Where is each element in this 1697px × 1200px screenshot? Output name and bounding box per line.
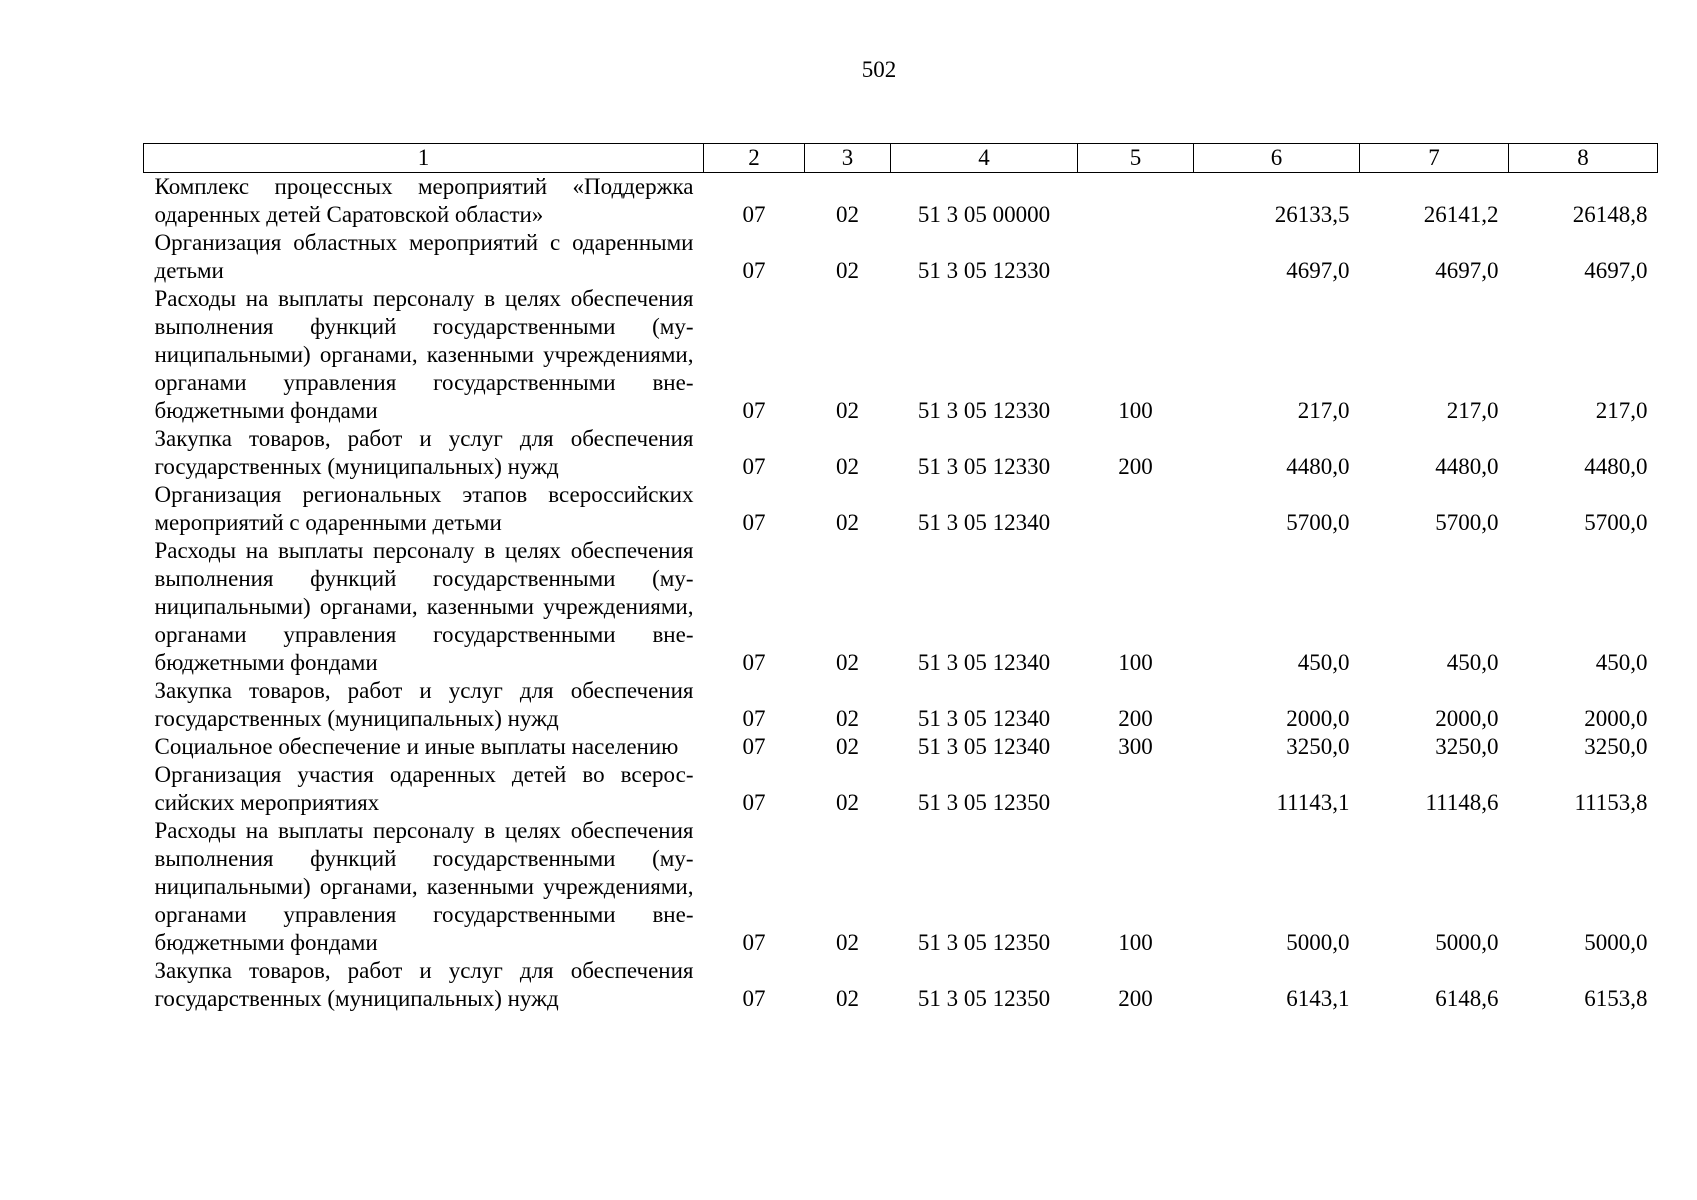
- expense-type-cell: 300: [1118, 734, 1153, 759]
- table-row: [144, 677, 1658, 733]
- section-code-cell: 07: [742, 706, 766, 731]
- amount-col8-cell: 5700,0: [1584, 510, 1648, 535]
- target-article-cell: 51 3 05 12330: [917, 398, 1051, 423]
- amount-col7-cell: 217,0: [1446, 398, 1499, 423]
- row-name-cell: Расходы на выплаты персоналу в целях обеспечения выполнения функций государственными (муниципальными) органами, казенными учреждениями, органами управления государственными внебюджетными фондами: [154, 818, 694, 955]
- column-header-6: 6: [1194, 144, 1360, 173]
- subsection-code-cell: 02: [836, 258, 859, 283]
- table-row: [144, 173, 1658, 230]
- row-name-cell: Расходы на выплаты персоналу в целях обеспечения выполнения функций государственными (муниципальными) органами, казенными учреждениями, органами управления государственными внебюджетными фондами: [154, 538, 694, 675]
- subsection-code-cell: 02: [836, 986, 859, 1011]
- table-row: [144, 957, 1658, 1013]
- section-code-cell: 07: [742, 790, 766, 815]
- amount-col8-cell: 450,0: [1595, 650, 1648, 675]
- section-code-cell: 07: [742, 930, 766, 955]
- target-article-cell: 51 3 05 12340: [917, 706, 1051, 731]
- row-name-cell: Организация региональных этапов всероссийских мероприятий с одаренными детьми: [154, 482, 694, 535]
- expense-type-cell: 100: [1118, 650, 1153, 675]
- header-row: [144, 144, 1658, 173]
- expense-type-cell: 100: [1118, 930, 1153, 955]
- target-article-cell: 51 3 05 00000: [917, 202, 1051, 227]
- expense-type-cell: 200: [1118, 986, 1153, 1011]
- amount-col8-cell: 4480,0: [1584, 454, 1648, 479]
- section-code-cell: 07: [742, 510, 766, 535]
- amount-col6-cell: 450,0: [1297, 650, 1350, 675]
- column-header-3: 3: [805, 144, 891, 173]
- row-name-cell: Комплекс процессных мероприятий «Поддержка одаренных детей Саратовской области»: [154, 174, 694, 227]
- expense-type-cell: [1078, 761, 1194, 817]
- subsection-code-cell: 02: [836, 734, 859, 759]
- amount-col6-cell: 11143,1: [1276, 790, 1350, 815]
- section-code-cell: 07: [742, 986, 766, 1011]
- amount-col6-cell: 5000,0: [1286, 930, 1350, 955]
- target-article-cell: 51 3 05 12330: [917, 258, 1051, 283]
- subsection-code-cell: 02: [836, 398, 859, 423]
- target-article-cell: 51 3 05 12350: [917, 790, 1051, 815]
- row-name-cell: Организация участия одаренных детей во всероссийских мероприятиях: [154, 762, 694, 815]
- column-header-5: 5: [1078, 144, 1194, 173]
- expense-type-cell: 200: [1118, 706, 1153, 731]
- target-article-cell: 51 3 05 12350: [917, 986, 1051, 1011]
- amount-col7-cell: 11148,6: [1425, 790, 1499, 815]
- target-article-cell: 51 3 05 12330: [917, 454, 1051, 479]
- amount-col6-cell: 2000,0: [1286, 706, 1350, 731]
- section-code-cell: 07: [742, 734, 766, 759]
- amount-col7-cell: 4480,0: [1435, 454, 1499, 479]
- target-article-cell: 51 3 05 12340: [917, 734, 1051, 759]
- column-header-8: 8: [1509, 144, 1658, 173]
- subsection-code-cell: 02: [836, 930, 859, 955]
- section-code-cell: 07: [742, 258, 766, 283]
- amount-col7-cell: 2000,0: [1435, 706, 1499, 731]
- target-article-cell: 51 3 05 12340: [917, 510, 1051, 535]
- amount-col7-cell: 26141,2: [1423, 202, 1499, 227]
- amount-col7-cell: 5000,0: [1435, 930, 1499, 955]
- row-name-cell: Социальное обеспечение и иные выплаты населению: [154, 734, 679, 759]
- section-code-cell: 07: [742, 454, 766, 479]
- row-name-cell: Организация областных мероприятий с одаренными детьми: [154, 230, 694, 283]
- budget-table: [143, 143, 1658, 1013]
- column-header-7: 7: [1360, 144, 1509, 173]
- amount-col8-cell: 6153,8: [1584, 986, 1648, 1011]
- subsection-code-cell: 02: [836, 790, 859, 815]
- table-row: [144, 817, 1658, 957]
- table-row: [144, 761, 1658, 817]
- amount-col8-cell: 2000,0: [1584, 706, 1648, 731]
- section-code-cell: 07: [742, 202, 766, 227]
- column-header-1: 1: [144, 144, 704, 173]
- expense-type-cell: [1078, 481, 1194, 537]
- amount-col7-cell: 4697,0: [1435, 258, 1499, 283]
- amount-col6-cell: 4697,0: [1286, 258, 1350, 283]
- row-name-cell: Расходы на выплаты персоналу в целях обеспечения выполнения функций государственными (муниципальными) органами, казенными учреждениями, органами управления государственными внебюджетными фондами: [154, 286, 694, 423]
- section-code-cell: 07: [742, 650, 766, 675]
- row-name-cell: Закупка товаров, работ и услуг для обеспечения государственных (муниципальных) нужд: [154, 958, 694, 1011]
- table-row: [144, 481, 1658, 537]
- table-row: [144, 285, 1658, 425]
- amount-col7-cell: 6148,6: [1435, 986, 1499, 1011]
- table-body: [144, 173, 1658, 1014]
- amount-col7-cell: 5700,0: [1435, 510, 1499, 535]
- expense-type-cell: 200: [1118, 454, 1153, 479]
- amount-col8-cell: 26148,8: [1572, 202, 1648, 227]
- column-header-2: 2: [704, 144, 805, 173]
- expense-type-cell: 100: [1118, 398, 1153, 423]
- expense-type-cell: [1078, 173, 1194, 230]
- subsection-code-cell: 02: [836, 706, 859, 731]
- target-article-cell: 51 3 05 12340: [917, 650, 1051, 675]
- row-name-cell: Закупка товаров, работ и услуг для обеспечения государственных (муниципальных) нужд: [154, 678, 694, 731]
- table-row: [144, 425, 1658, 481]
- subsection-code-cell: 02: [836, 202, 859, 227]
- amount-col6-cell: 217,0: [1297, 398, 1350, 423]
- subsection-code-cell: 02: [836, 650, 859, 675]
- amount-col8-cell: 11153,8: [1574, 790, 1648, 815]
- amount-col8-cell: 3250,0: [1584, 734, 1648, 759]
- subsection-code-cell: 02: [836, 454, 859, 479]
- amount-col6-cell: 26133,5: [1274, 202, 1350, 227]
- amount-col7-cell: 450,0: [1446, 650, 1499, 675]
- expense-type-cell: [1078, 229, 1194, 285]
- amount-col8-cell: 5000,0: [1584, 930, 1648, 955]
- amount-col8-cell: 217,0: [1595, 398, 1648, 423]
- page-number: 502: [861, 57, 897, 82]
- table-row: [144, 733, 1658, 761]
- target-article-cell: 51 3 05 12350: [917, 930, 1051, 955]
- amount-col6-cell: 5700,0: [1286, 510, 1350, 535]
- column-header-4: 4: [891, 144, 1078, 173]
- table-row: [144, 537, 1658, 677]
- amount-col6-cell: 3250,0: [1286, 734, 1350, 759]
- table-row: [144, 229, 1658, 285]
- row-name-cell: Закупка товаров, работ и услуг для обеспечения государственных (муниципальных) нужд: [154, 426, 694, 479]
- subsection-code-cell: 02: [836, 510, 859, 535]
- amount-col6-cell: 6143,1: [1286, 986, 1350, 1011]
- section-code-cell: 07: [742, 398, 766, 423]
- amount-col6-cell: 4480,0: [1286, 454, 1350, 479]
- amount-col8-cell: 4697,0: [1584, 258, 1648, 283]
- amount-col7-cell: 3250,0: [1435, 734, 1499, 759]
